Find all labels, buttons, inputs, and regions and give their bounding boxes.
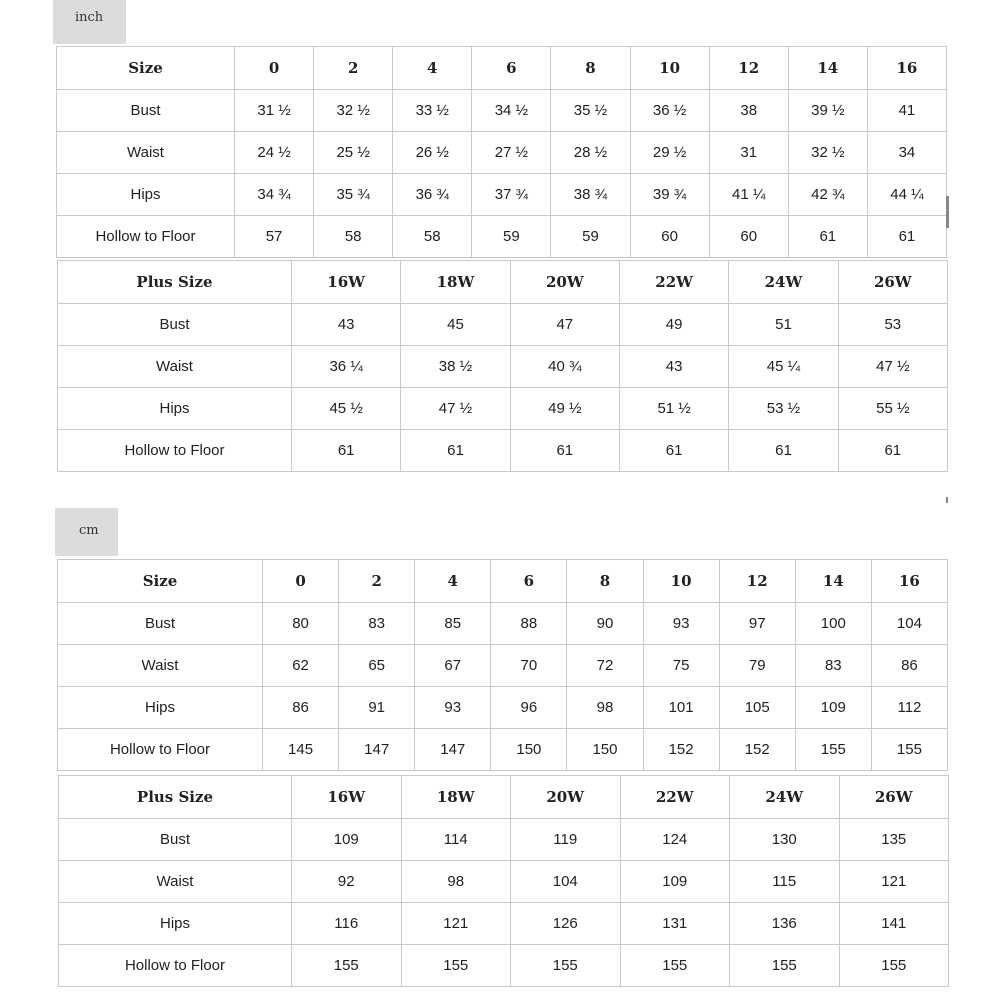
table-row — [57, 132, 947, 174]
table-row — [59, 903, 949, 945]
measurement-value: 49 ½ — [510, 388, 619, 430]
measurement-value: 150 — [491, 729, 567, 771]
measurement-value: 51 — [729, 304, 838, 346]
size-header-cell: 8 — [567, 560, 643, 603]
measurement-value: 115 — [730, 861, 840, 903]
measurement-value: 116 — [292, 903, 402, 945]
size-header-cell: 8 — [551, 47, 630, 90]
size-header-cell: 14 — [795, 560, 871, 603]
measurement-value: 104 — [871, 603, 947, 645]
measurement-value: 109 — [620, 861, 730, 903]
measurement-value: 35 ½ — [551, 90, 630, 132]
measurement-value: 96 — [491, 687, 567, 729]
measurement-value: 61 — [729, 430, 838, 472]
table-row — [57, 174, 947, 216]
measurement-value: 26 ½ — [393, 132, 472, 174]
inch-standard-size-table — [56, 46, 947, 258]
cm-plus-size-table — [58, 775, 949, 987]
measurement-value: 36 ¾ — [393, 174, 472, 216]
measurement-value: 38 ½ — [401, 346, 510, 388]
size-header-cell: 0 — [263, 560, 339, 603]
measurement-value: 45 — [401, 304, 510, 346]
measurement-value: 109 — [795, 687, 871, 729]
measurement-value: 155 — [795, 729, 871, 771]
measurement-label: Bust — [58, 304, 292, 346]
measurement-label: Hollow to Floor — [58, 430, 292, 472]
measurement-value: 61 — [510, 430, 619, 472]
measurement-value: 41 ¼ — [709, 174, 788, 216]
measurement-value: 155 — [292, 945, 402, 987]
size-header-cell: 22W — [620, 776, 730, 819]
measurement-value: 126 — [511, 903, 621, 945]
size-header-cell: 4 — [393, 47, 472, 90]
measurement-value: 39 ½ — [788, 90, 867, 132]
measurement-label: Hollow to Floor — [59, 945, 292, 987]
measurement-label: Bust — [59, 819, 292, 861]
measurement-value: 29 ½ — [630, 132, 709, 174]
size-header-cell: 10 — [643, 560, 719, 603]
measurement-value: 135 — [839, 819, 949, 861]
table-row — [57, 216, 947, 258]
measurement-value: 55 ½ — [838, 388, 947, 430]
measurement-value: 47 ½ — [838, 346, 947, 388]
measurement-value: 36 ½ — [630, 90, 709, 132]
measurement-value: 60 — [709, 216, 788, 258]
size-column-header: Size — [58, 560, 263, 603]
size-column-header: Plus Size — [59, 776, 292, 819]
measurement-value: 97 — [719, 603, 795, 645]
measurement-value: 121 — [839, 861, 949, 903]
header-row — [59, 776, 949, 819]
measurement-label: Hips — [58, 687, 263, 729]
measurement-value: 34 ½ — [472, 90, 551, 132]
measurement-value: 51 ½ — [619, 388, 728, 430]
measurement-value: 61 — [292, 430, 401, 472]
size-column-header: Size — [57, 47, 235, 90]
measurement-value: 83 — [795, 645, 871, 687]
measurement-label: Hollow to Floor — [58, 729, 263, 771]
size-header-cell: 6 — [472, 47, 551, 90]
measurement-value: 58 — [393, 216, 472, 258]
measurement-value: 109 — [292, 819, 402, 861]
size-header-cell: 4 — [415, 560, 491, 603]
size-header-cell: 20W — [510, 261, 619, 304]
size-header-cell: 10 — [630, 47, 709, 90]
measurement-label: Waist — [58, 346, 292, 388]
measurement-value: 61 — [401, 430, 510, 472]
size-header-cell: 24W — [729, 261, 838, 304]
table-row — [58, 388, 948, 430]
table-row — [58, 603, 948, 645]
measurement-value: 98 — [567, 687, 643, 729]
measurement-value: 57 — [235, 216, 314, 258]
size-header-cell: 16 — [871, 560, 947, 603]
measurement-value: 130 — [730, 819, 840, 861]
measurement-value: 36 ¼ — [292, 346, 401, 388]
measurement-value: 155 — [839, 945, 949, 987]
size-header-cell: 6 — [491, 560, 567, 603]
table-row — [59, 945, 949, 987]
size-header-cell: 20W — [511, 776, 621, 819]
measurement-value: 124 — [620, 819, 730, 861]
measurement-value: 91 — [339, 687, 415, 729]
measurement-value: 41 — [867, 90, 946, 132]
measurement-value: 155 — [620, 945, 730, 987]
size-header-cell: 16 — [867, 47, 946, 90]
size-header-cell: 2 — [314, 47, 393, 90]
measurement-label: Bust — [57, 90, 235, 132]
measurement-label: Waist — [59, 861, 292, 903]
measurement-value: 45 ½ — [292, 388, 401, 430]
measurement-value: 47 ½ — [401, 388, 510, 430]
measurement-value: 141 — [839, 903, 949, 945]
measurement-value: 28 ½ — [551, 132, 630, 174]
inch-plus-size-table — [57, 260, 948, 472]
measurement-value: 121 — [401, 903, 511, 945]
cm-standard-size-table — [57, 559, 948, 771]
size-header-cell: 16W — [292, 261, 401, 304]
size-header-cell: 22W — [619, 261, 728, 304]
size-header-cell: 12 — [709, 47, 788, 90]
measurement-value: 61 — [867, 216, 946, 258]
measurement-value: 61 — [838, 430, 947, 472]
measurement-value: 150 — [567, 729, 643, 771]
measurement-value: 61 — [788, 216, 867, 258]
measurement-value: 152 — [643, 729, 719, 771]
measurement-value: 147 — [415, 729, 491, 771]
measurement-value: 105 — [719, 687, 795, 729]
measurement-value: 61 — [619, 430, 728, 472]
measurement-value: 35 ¾ — [314, 174, 393, 216]
table-row — [58, 645, 948, 687]
table-row — [57, 90, 947, 132]
size-header-cell: 18W — [401, 261, 510, 304]
measurement-value: 79 — [719, 645, 795, 687]
measurement-value: 67 — [415, 645, 491, 687]
measurement-value: 62 — [263, 645, 339, 687]
measurement-value: 60 — [630, 216, 709, 258]
size-header-cell: 0 — [235, 47, 314, 90]
size-header-cell: 26W — [838, 261, 947, 304]
measurement-value: 155 — [871, 729, 947, 771]
measurement-value: 75 — [643, 645, 719, 687]
measurement-value: 80 — [263, 603, 339, 645]
measurement-value: 147 — [339, 729, 415, 771]
measurement-value: 155 — [730, 945, 840, 987]
size-header-cell: 16W — [292, 776, 402, 819]
measurement-value: 90 — [567, 603, 643, 645]
measurement-value: 114 — [401, 819, 511, 861]
measurement-value: 34 ¾ — [235, 174, 314, 216]
measurement-value: 43 — [292, 304, 401, 346]
table-row — [59, 861, 949, 903]
measurement-value: 24 ½ — [235, 132, 314, 174]
measurement-value: 70 — [491, 645, 567, 687]
measurement-value: 40 ¾ — [510, 346, 619, 388]
size-header-cell: 26W — [839, 776, 949, 819]
measurement-label: Bust — [58, 603, 263, 645]
table-row — [58, 729, 948, 771]
edge-mark — [946, 196, 949, 228]
edge-mark — [946, 497, 948, 503]
size-header-cell: 2 — [339, 560, 415, 603]
measurement-value: 43 — [619, 346, 728, 388]
inch-unit-tab: inch — [53, 0, 126, 44]
measurement-value: 32 ½ — [314, 90, 393, 132]
measurement-value: 39 ¾ — [630, 174, 709, 216]
header-row — [58, 261, 948, 304]
measurement-value: 93 — [415, 687, 491, 729]
measurement-value: 100 — [795, 603, 871, 645]
size-header-cell: 24W — [730, 776, 840, 819]
measurement-value: 58 — [314, 216, 393, 258]
header-row — [57, 47, 947, 90]
measurement-value: 34 — [867, 132, 946, 174]
measurement-value: 136 — [730, 903, 840, 945]
measurement-value: 25 ½ — [314, 132, 393, 174]
measurement-label: Hips — [58, 388, 292, 430]
measurement-value: 112 — [871, 687, 947, 729]
measurement-value: 152 — [719, 729, 795, 771]
measurement-value: 53 — [838, 304, 947, 346]
table-row — [58, 304, 948, 346]
measurement-value: 104 — [511, 861, 621, 903]
measurement-value: 119 — [511, 819, 621, 861]
measurement-value: 86 — [871, 645, 947, 687]
header-row — [58, 560, 948, 603]
size-column-header: Plus Size — [58, 261, 292, 304]
measurement-value: 65 — [339, 645, 415, 687]
measurement-value: 31 — [709, 132, 788, 174]
measurement-value: 92 — [292, 861, 402, 903]
size-header-cell: 18W — [401, 776, 511, 819]
measurement-value: 31 ½ — [235, 90, 314, 132]
size-header-cell: 12 — [719, 560, 795, 603]
measurement-value: 53 ½ — [729, 388, 838, 430]
measurement-value: 49 — [619, 304, 728, 346]
measurement-value: 32 ½ — [788, 132, 867, 174]
measurement-value: 59 — [472, 216, 551, 258]
measurement-value: 145 — [263, 729, 339, 771]
size-header-cell: 14 — [788, 47, 867, 90]
measurement-value: 98 — [401, 861, 511, 903]
measurement-label: Hips — [59, 903, 292, 945]
table-row — [58, 430, 948, 472]
measurement-value: 88 — [491, 603, 567, 645]
measurement-value: 27 ½ — [472, 132, 551, 174]
measurement-value: 38 — [709, 90, 788, 132]
measurement-value: 85 — [415, 603, 491, 645]
measurement-value: 44 ¼ — [867, 174, 946, 216]
measurement-label: Hollow to Floor — [57, 216, 235, 258]
measurement-value: 45 ¼ — [729, 346, 838, 388]
measurement-value: 83 — [339, 603, 415, 645]
measurement-value: 38 ¾ — [551, 174, 630, 216]
table-row — [59, 819, 949, 861]
measurement-value: 42 ¾ — [788, 174, 867, 216]
measurement-value: 155 — [401, 945, 511, 987]
measurement-value: 155 — [511, 945, 621, 987]
measurement-label: Waist — [58, 645, 263, 687]
measurement-value: 72 — [567, 645, 643, 687]
measurement-value: 101 — [643, 687, 719, 729]
measurement-value: 59 — [551, 216, 630, 258]
measurement-value: 93 — [643, 603, 719, 645]
measurement-value: 131 — [620, 903, 730, 945]
measurement-value: 33 ½ — [393, 90, 472, 132]
measurement-value: 47 — [510, 304, 619, 346]
measurement-label: Waist — [57, 132, 235, 174]
measurement-value: 37 ¾ — [472, 174, 551, 216]
table-row — [58, 346, 948, 388]
measurement-value: 86 — [263, 687, 339, 729]
cm-unit-tab: cm — [55, 508, 118, 556]
table-row — [58, 687, 948, 729]
measurement-label: Hips — [57, 174, 235, 216]
